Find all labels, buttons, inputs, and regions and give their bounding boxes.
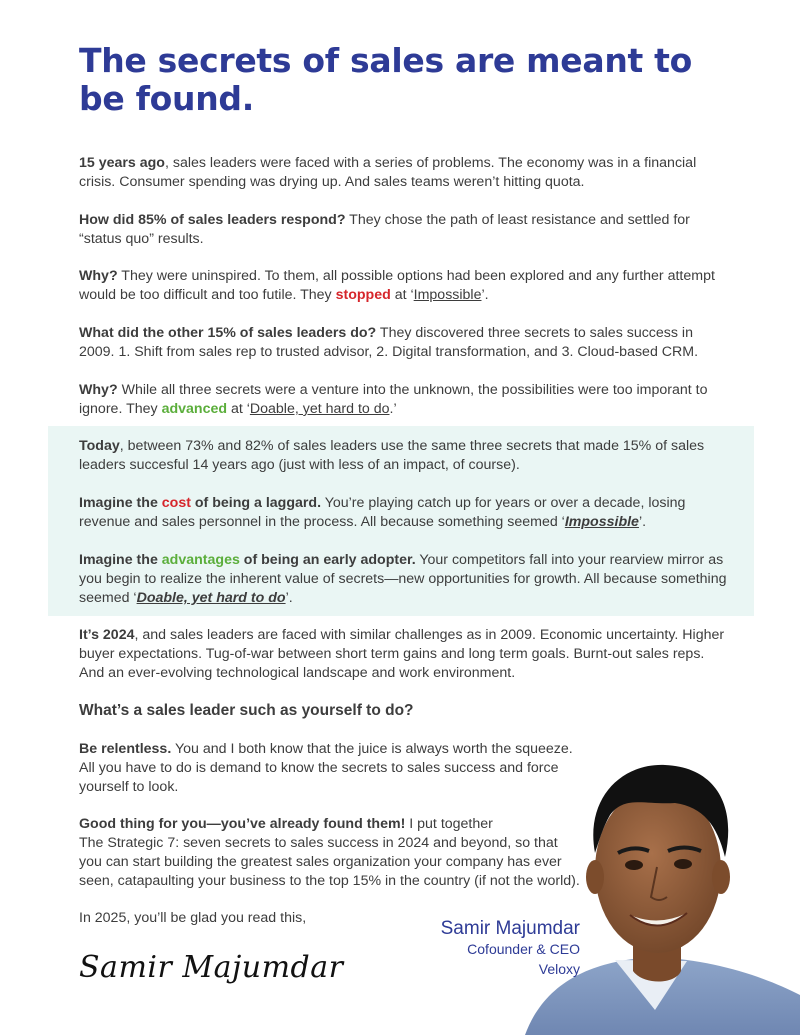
- paragraph-text: While all three secrets were a venture into the unknown, the possibilities were too imporant to ignore. They: [79, 382, 708, 417]
- paragraph-lead: It’s 2024: [79, 627, 135, 643]
- paragraph-other-15: [79, 324, 729, 362]
- paragraph-why-stopped: [79, 267, 729, 305]
- paragraph-text: , and sales leaders are faced with similar challenges as in 2009. Economic uncertainty. Higher buyer expectations. Tug-of-war between short term gains and long term goals. Burnt-out sales reps. And an ever-evolving technological landscape and work environment.: [79, 627, 725, 681]
- cost-highlight: cost: [161, 495, 191, 511]
- advantages-highlight: advantages: [161, 552, 240, 568]
- handwritten-signature: Samir Majumdar: [79, 950, 344, 985]
- paragraph-text: you can start building the greatest sales organization your company has ever: [79, 854, 562, 870]
- page-title: The secrets of sales are meant to be found.: [79, 41, 693, 118]
- paragraph-text: at ‘: [227, 401, 250, 417]
- paragraph-text: ’.: [638, 514, 647, 530]
- paragraph-lead: of being an early adopter.: [239, 552, 416, 568]
- advanced-highlight: advanced: [161, 401, 228, 417]
- paragraph-lead: Be relentless.: [79, 741, 172, 757]
- paragraph-why-advanced: [79, 381, 729, 419]
- paragraph-lead: Imagine the: [79, 552, 162, 568]
- paragraph-today: [79, 437, 729, 475]
- paragraph-lead: How did 85% of sales leaders respond?: [79, 212, 346, 228]
- closing-line: In 2025, you’ll be glad you read this,: [79, 910, 307, 926]
- stopped-highlight: stopped: [335, 287, 391, 303]
- paragraph-lead: Why?: [79, 268, 118, 284]
- paragraph-text: at ‘: [390, 287, 414, 303]
- paragraph-lead: Why?: [79, 382, 118, 398]
- paragraph-text: They chose the path of least resistance and settled for “status quo” results.: [79, 212, 690, 247]
- doable-underline: Doable, yet hard to do: [249, 401, 390, 417]
- paragraph-lead: Today: [79, 438, 120, 454]
- impossible-emphasis: Impossible: [564, 514, 639, 530]
- paragraph-text: seen, catapaulting your business to the top 15% in the country (if not the world).: [79, 873, 580, 889]
- author-portrait-photo: [515, 745, 800, 1035]
- paragraph-text: yourself to look.: [79, 779, 179, 795]
- signer-company: Veloxy: [538, 961, 580, 977]
- impossible-underline: Impossible: [413, 287, 482, 303]
- paragraph-lead: of being a laggard.: [190, 495, 322, 511]
- section-question: What’s a sales leader such as yourself to do?: [79, 702, 414, 719]
- paragraph-text: They discovered three secrets to sales success in 2009. 1. Shift from sales rep to trusted advisor, 2. Digital transformation, and 3. Cloud-based CRM.: [79, 325, 699, 360]
- paragraph-text: I put together: [405, 816, 493, 832]
- paragraph-text: The Strategic 7: seven secrets to sales success in 2024 and beyond, so that: [79, 835, 558, 851]
- paragraph-text: All you have to do is demand to know the secrets to sales success and force: [79, 760, 559, 776]
- paragraph-text: They were uninspired. To them, all possible options had been explored and any further attempt would be too difficult and too futile. They: [79, 268, 715, 303]
- paragraph-early-adopter: [79, 551, 729, 608]
- paragraph-its-2024: [79, 626, 729, 683]
- paragraph-text: You’re playing catch up for years or over a decade, losing revenue and sales personnel in the process. All because something seemed ‘: [79, 495, 686, 530]
- paragraph-lead: 15 years ago: [79, 155, 165, 171]
- paragraph-15-years-ago: [79, 154, 729, 192]
- paragraph-text: Your competitors fall into your rearview mirror as you begin to realize the inherent value of secrets—new opportunities for growth. All because something seemed ‘: [79, 552, 727, 606]
- paragraph-text: ’.: [481, 287, 489, 303]
- paragraph-text: , between 73% and 82% of sales leaders use the same three secrets that made 15% of sales leaders succesful 14 years ago (just with less of an impact, of course).: [79, 438, 705, 473]
- paragraph-text: You and I both know that the juice is always worth the squeeze.: [171, 741, 573, 757]
- paragraph-how-did-85: [79, 211, 729, 249]
- signer-name: Samir Majumdar: [440, 918, 580, 939]
- paragraph-lead: Good thing for you—you’ve already found them!: [79, 816, 406, 832]
- paragraph-lead: What did the other 15% of sales leaders do?: [79, 325, 377, 341]
- paragraph-text: ’.: [285, 590, 293, 606]
- paragraph-text: .’: [389, 401, 397, 417]
- paragraph-lead: Imagine the: [79, 495, 162, 511]
- paragraph-text: , sales leaders were faced with a series of problems. The economy was in a financial crisis. Consumer spending was drying up. And sales teams weren’t hitting quota.: [79, 155, 697, 190]
- paragraph-cost-of-laggard: [79, 494, 729, 532]
- signer-role: Cofounder & CEO: [467, 941, 580, 957]
- doable-emphasis: Doable, yet hard to do: [136, 590, 286, 606]
